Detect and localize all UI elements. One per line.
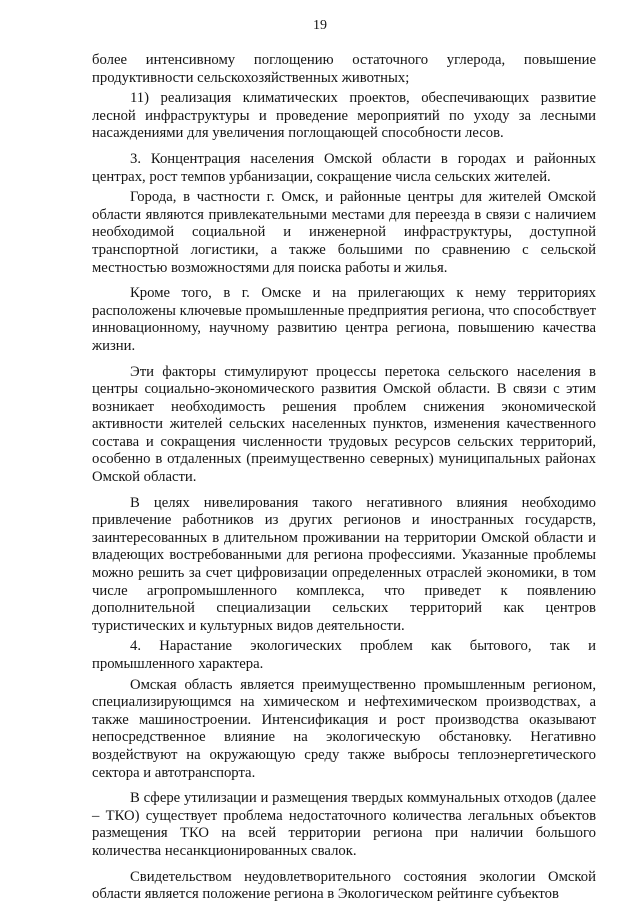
document-body (92, 52, 596, 904)
paragraph-industrial-enterprises: Кроме того, в г. Омске и на прилегающих к нему территориях расположены ключевые промышленные предприятия региона, что способствует инновационному, научному развитию центра региона, повышению качества жизни. (92, 285, 596, 354)
paragraph-waste-management: В сфере утилизации и размещения твердых коммунальных отходов (далее – ТКО) существует проблема недостаточного количества легальных объектов размещения ТКО на всей территории региона при наличии большого количества несанкционированных свалок. (92, 790, 596, 859)
paragraph-item-11: 11) реализация климатических проектов, обеспечивающих развитие лесной инфраструктуры и проведение мероприятий по уходу за лесными насаждениями для увеличения поглощающей способности лесов. (92, 90, 596, 142)
paragraph-industrial-region: Омская область является преимущественно промышленным регионом, специализирующимся на химическом и нефтехимическом производствах, а также машиностроении. Интенсификация и рост производства оказывают непосредственное влияние на экологическую обстановку. Негативно воздействуют на окружающую среду также выбросы теплоэнергетического сектора и автотранспорта. (92, 676, 596, 781)
paragraph-rural-outflow: Эти факторы стимулируют процессы перетока сельского населения в центры социально-экономического развития Омской области. В связи с этим возникает необходимость решения проблем снижения экономической активности жителей сельских населенных пунктов, изменения качественного состава и сокращения численности трудовых ресурсов сельских территорий, особенно в отдаленных (преимущественно северных) муниципальных районах Омской области. (92, 363, 596, 486)
paragraph-continuation: более интенсивному поглощению остаточного углерода, повышение продуктивности сельскохозяйственных животных; (92, 52, 596, 86)
paragraph-labor-attraction: В целях нивелирования такого негативного влияния необходимо привлечение работников из других регионов и иностранных государств, заинтересованных в длительном проживании на территории Омской области и владеющих востребованными для региона профессиями. Указанные проблемы можно решить за счет цифровизации определенных отраслей экономики, в том числе агропромышленного комплекса, что приведет к появлению дополнительной специализации сельских территорий как центров туристических и культурных видов деятельности. (92, 494, 596, 634)
paragraph-ecology-rating: Свидетельством неудовлетворительного состояния экологии Омской области является положение региона в Экологическом рейтинге субъектов (92, 868, 596, 903)
paragraph-section-3: 3. Концентрация населения Омской области в городах и районных центрах, рост темпов урбанизации, сокращение числа сельских жителей. (92, 150, 596, 185)
paragraph-cities-attraction: Города, в частности г. Омск, и районные центры для жителей Омской области являются привлекательными местами для переезда в связи с наличием необходимой социальной и инженерной инфраструктуры, доступной транспортной логистики, а также большими по сравнению с сельской местностью возможностями для поиска работы и жилья. (92, 189, 596, 276)
page-number: 19 (313, 18, 327, 33)
paragraph-section-4: 4. Нарастание экологических проблем как бытового, так и промышленного характера. (92, 638, 596, 672)
